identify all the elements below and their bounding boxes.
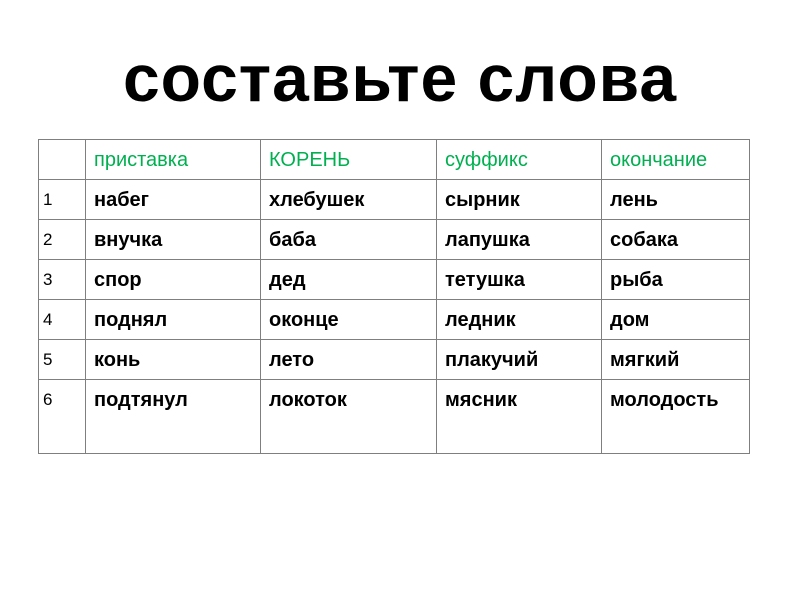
header-cell-prefix: приставка: [86, 140, 261, 180]
slide-title: составьте слова: [122, 41, 678, 115]
table-cell: ледник: [437, 300, 602, 340]
header-cell-suffix: суффикс: [437, 140, 602, 180]
word-table: [38, 139, 750, 454]
table-header-row: [39, 140, 750, 180]
header-cell-ending: окончание: [602, 140, 750, 180]
table-cell: оконце: [261, 300, 437, 340]
table-row: [39, 220, 750, 260]
table-cell: плакучий: [437, 340, 602, 380]
table-row: [39, 260, 750, 300]
table-cell: поднял: [86, 300, 261, 340]
table-cell: дед: [261, 260, 437, 300]
row-number: 1: [39, 180, 86, 220]
row-number: 3: [39, 260, 86, 300]
header-cell-number: [39, 140, 86, 180]
table-cell: спор: [86, 260, 261, 300]
table-cell: лень: [602, 180, 750, 220]
table-cell: рыба: [602, 260, 750, 300]
table-cell: тетушка: [437, 260, 602, 300]
row-number: 5: [39, 340, 86, 380]
table-row: [39, 380, 750, 454]
table-cell: дом: [602, 300, 750, 340]
table-cell: лапушка: [437, 220, 602, 260]
row-number: 2: [39, 220, 86, 260]
table-row: [39, 340, 750, 380]
table-cell: сырник: [437, 180, 602, 220]
table-cell: подтянул: [86, 380, 261, 454]
table-row: [39, 300, 750, 340]
table-cell: лето: [261, 340, 437, 380]
row-number: 6: [39, 380, 86, 454]
table-cell: внучка: [86, 220, 261, 260]
header-cell-root: КОРЕНЬ: [261, 140, 437, 180]
table-cell: конь: [86, 340, 261, 380]
table-cell: баба: [261, 220, 437, 260]
table-row: [39, 180, 750, 220]
row-number: 4: [39, 300, 86, 340]
table-cell: локоток: [261, 380, 437, 454]
table-cell: мясник: [437, 380, 602, 454]
table-cell: хлебушек: [261, 180, 437, 220]
table-cell: набег: [86, 180, 261, 220]
table-cell: собака: [602, 220, 750, 260]
table-cell: мягкий: [602, 340, 750, 380]
table-cell: молодость: [602, 380, 750, 454]
